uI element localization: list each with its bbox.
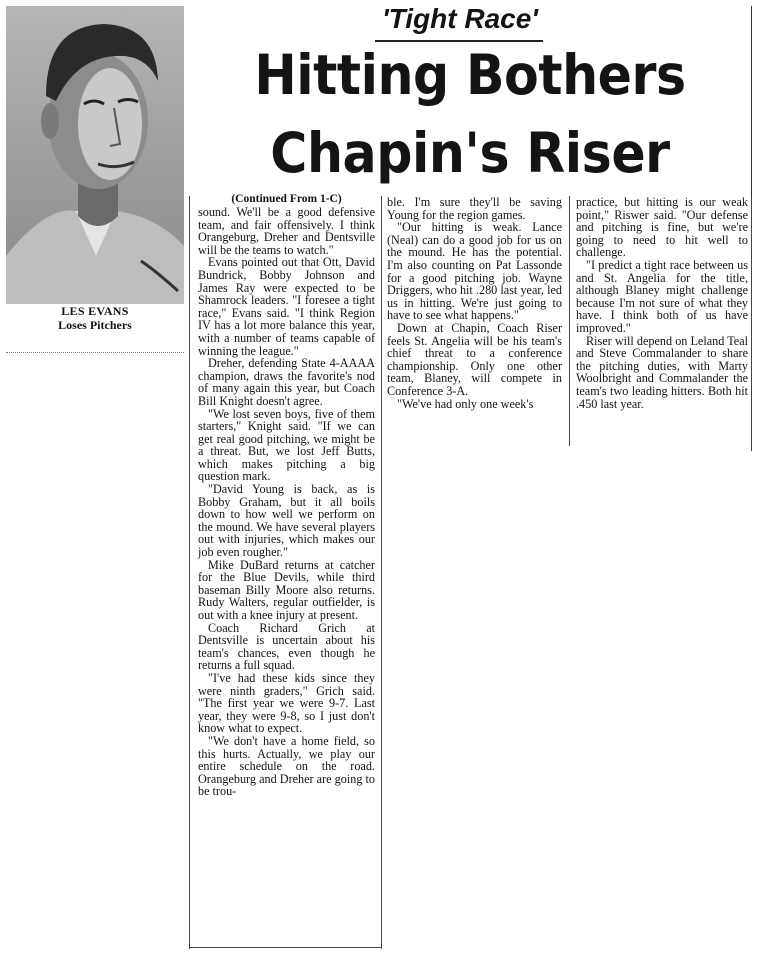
paragraph: practice, but hitting is our weak point," Riswer said. "Our defense and pitching is fine, but we're going to need to hit well to challenge. <box>576 195 748 260</box>
portrait-photo <box>6 6 184 304</box>
paragraph: "I predict a tight race between us and St. Angelia for the title, although Blaney might challenge because I'm not sure of what they have. I think both of us have improved." <box>576 257 748 335</box>
article-column-1 <box>198 206 375 798</box>
photo-caption <box>6 304 184 332</box>
continued-label: (Continued From 1-C) <box>231 193 342 205</box>
paragraph: "David Young is back, as is Bobby Graham, but it all boils down to how well we perform on the mound. We have several players out with injuries, which makes our job even rougher." <box>198 482 375 560</box>
headline-line-2: Chapin's Riser <box>270 121 670 185</box>
article-column-2 <box>387 196 562 410</box>
paragraph: "We've had only one week's <box>397 396 534 411</box>
article-column-3 <box>576 196 748 410</box>
column-bottom-rule <box>189 947 382 948</box>
paragraph: "We don't have a home field, so this hurts. Actually, we play our entire schedule on the road. Orangeburg and Dreher are going to be trou- <box>198 733 375 799</box>
headline-line-1: Hitting Bothers <box>254 43 686 107</box>
column-rule <box>189 196 190 949</box>
paragraph: Riser will depend on Leland Teal and Steve Commalander to share the pitching duties, with Marty Woolbright and Commalander the team's two leading hitters. Both hit .450 last year. <box>576 333 748 411</box>
paragraph: "I've had these kids since they were ninth graders," Grich said. "The first year we were 9-7. Last year, they were 9-8, so I just don't know what to expect. <box>198 670 375 736</box>
kicker-headline: 'Tight Race' <box>382 3 538 34</box>
paragraph: Dreher, defending State 4-AAAA champion, draws the favorite's nod of many again this year, but Coach Bill Knight doesn't agree. <box>198 356 375 408</box>
portrait-illustration <box>6 6 184 304</box>
paragraph: Down at Chapin, Coach Riser feels St. Angelia will be his team's chief threat to a conference championship. Only one other team, Blaney, will compete in Conference 3-A. <box>387 320 562 398</box>
caption-subtitle: Loses Pitchers <box>58 318 132 332</box>
column-rule <box>751 196 752 451</box>
paragraph: "Our hitting is weak. Lance (Neal) can do a good job for us on the mound. He has the potential. I'm also counting on Pat Lassonde for a good pitching job. Wayne Driggers, who hit .280 last year, led us in hitting. We're just going to have to see what happens." <box>387 220 562 323</box>
column-rule <box>381 196 382 949</box>
paragraph: Coach Richard Grich at Dentsville is uncertain about his team's chances, even though he returns a full squad. <box>198 620 375 673</box>
paragraph: "We lost seven boys, five of them starters," Knight said. "If we can get real good pitching, we might be a threat. But, we lost Jeff Butts, which makes pitching a big question mark. <box>198 406 375 484</box>
column-rule <box>569 196 570 446</box>
paragraph: Evans pointed out that Ott, David Bundrick, Bobby Johnson and James Ray were expected to be Shamrock leaders. "I foresee a tight race," Evans said. "I think Region IV has a lot more balance this year, with a number of teams capable of winning the league." <box>198 255 375 358</box>
paragraph: Mike DuBard returns at catcher for the Blue Devils, while third baseman Billy Moore also returns. Rudy Walters, regular outfielder, is out with a knee injury at present. <box>198 557 375 622</box>
caption-name: LES EVANS <box>61 304 129 318</box>
paragraph: ble. I'm sure they'll be saving Young for the region games. <box>387 195 562 222</box>
paragraph: sound. We'll be a good defensive team, and fair offensively. I think Orangeburg, Dreher and Dentsville will be the teams to watch." <box>198 205 375 257</box>
